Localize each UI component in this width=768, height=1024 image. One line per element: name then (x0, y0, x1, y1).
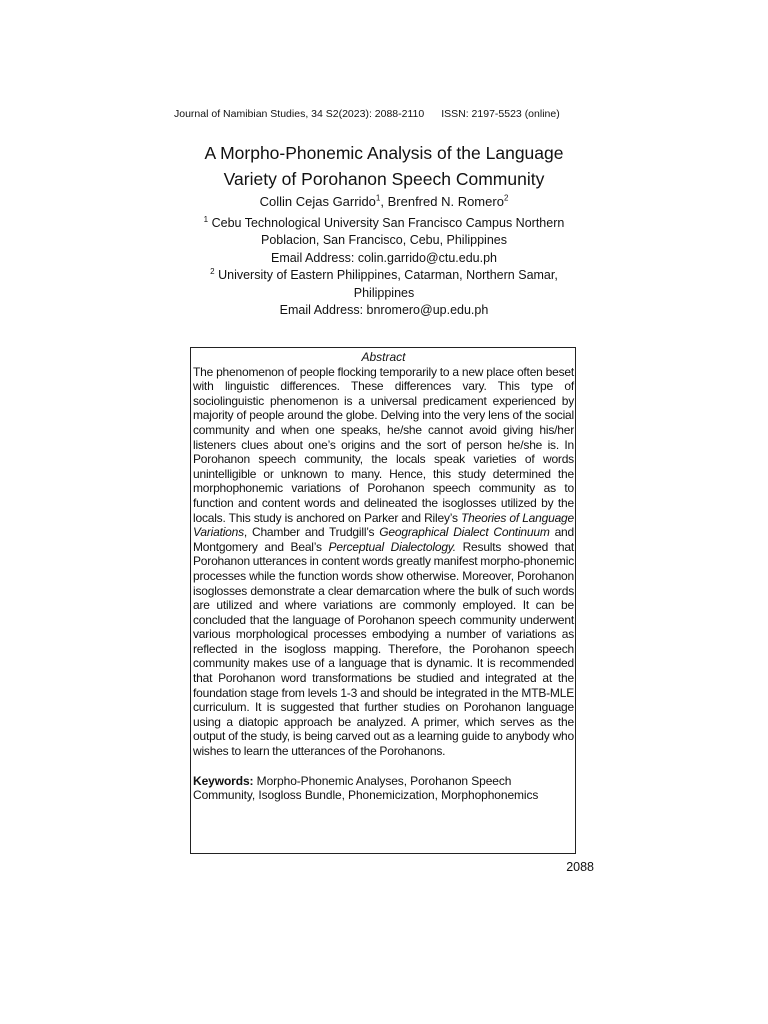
affiliation-2-mark: 2 (210, 266, 215, 276)
abstract-text-3: and Montgomery and Beal’s (193, 525, 574, 554)
abstract-italic-dialectology: Perceptual Dialectology. (328, 539, 456, 554)
paper-title (174, 140, 594, 192)
affiliation-2-institution: University of Eastern Philippines, Catarman, Northern Samar, (214, 268, 558, 282)
abstract-text-2: , Chamber and Trudgill’s (243, 525, 380, 540)
affiliation-2-line-1 (174, 267, 594, 285)
paper-title-line-1: A Morpho-Phonemic Analysis of the Language (204, 143, 564, 163)
author-separator: , (380, 194, 388, 209)
keywords-list: Morpho-Phonemic Analyses, Porohanon Speech Community, Isogloss Bundle, Phonemicization, Morphophonemics (193, 773, 539, 803)
affiliation-1-institution: Cebu Technological University San Francisco Campus Northern (208, 215, 565, 230)
author-list (174, 193, 594, 211)
author-block (174, 193, 594, 320)
abstract-text-4: Results showed that Porohanon utterances in content words greatly manifest morpho-phonemic processes while the function words show otherwise. Moreover, Porohanon isoglosses demonstrate a clear demarcation where the bulk of such words are utilized and where variations are commonly employed. It can be concluded that the language of Porohanon speech community underwent various morphological processes embodying a number of variations as reflected in the isogloss mapping. Therefore, the Porohanon speech community makes use of a language that is dynamic. It is recommended that Porohanon word transformations be studied and integrated at the foundation stage from levels 1-3 and should be integrated in the MTB-MLE curriculum. It is suggested that further studies on Porohanon language using a diatopic approach be analyzed. A primer, which serves as the output of the study, is being carved out as a learning guide to anybody who wishes to learn the utterances of the Porohanons. (193, 539, 575, 759)
affiliation-1-line-2: Poblacion, San Francisco, Cebu, Philippines (261, 233, 507, 247)
author-1-affiliation-mark: 1 (375, 193, 381, 203)
abstract-italic-continuum: Geographical Dialect Continuum (379, 525, 550, 540)
affiliation-2-email: Email Address: bnromero@up.edu.ph (279, 303, 489, 317)
affiliation-1-email: Email Address: colin.garrido@ctu.edu.ph (270, 250, 497, 265)
abstract-box (190, 347, 576, 854)
abstract-italic-theories: Theories of Language Variations (193, 510, 574, 540)
abstract-heading: Abstract (361, 350, 406, 364)
affiliation-1-mark: 1 (203, 214, 209, 224)
abstract-body (193, 365, 574, 759)
paper-title-line-2: Variety of Porohanon Speech Community (223, 169, 545, 189)
keywords (193, 774, 574, 803)
affiliation-2-line-2: Philippines (353, 285, 415, 300)
abstract-text-1: The phenomenon of people flocking temporarily to a new place often beset with linguistic differences. These differences vary. This type of sociolinguistic phenomenon is a universal predicament experienced by majority of people around the globe. Delving into the very lens of the social community and when one speaks, he/she cannot avoid giving his/her listeners clues about one’s origins and the sort of person he/she is. In Porohanon speech community, the locals speak varieties of words unintelligible or unknown to many. Hence, this study determined the morphophonemic variations of Porohanon speech community as to function and content words and delineated the isoglosses utilized by the locals. This study is anchored on Parker and Riley’s (193, 364, 574, 525)
keywords-label: Keywords: (193, 773, 254, 788)
running-header (174, 108, 594, 120)
author-2-name: Brenfred N. Romero (387, 194, 504, 209)
journal-issn: ISSN: 2197-5523 (online) (441, 108, 560, 120)
author-1-name: Collin Cejas Garrido (259, 194, 376, 209)
page-number: 2088 (566, 860, 594, 874)
journal-citation: Journal of Namibian Studies, 34 S2(2023): 2088-2110 (174, 108, 425, 120)
affiliation-1-line-1 (174, 215, 594, 233)
author-2-affiliation-mark: 2 (503, 193, 509, 203)
